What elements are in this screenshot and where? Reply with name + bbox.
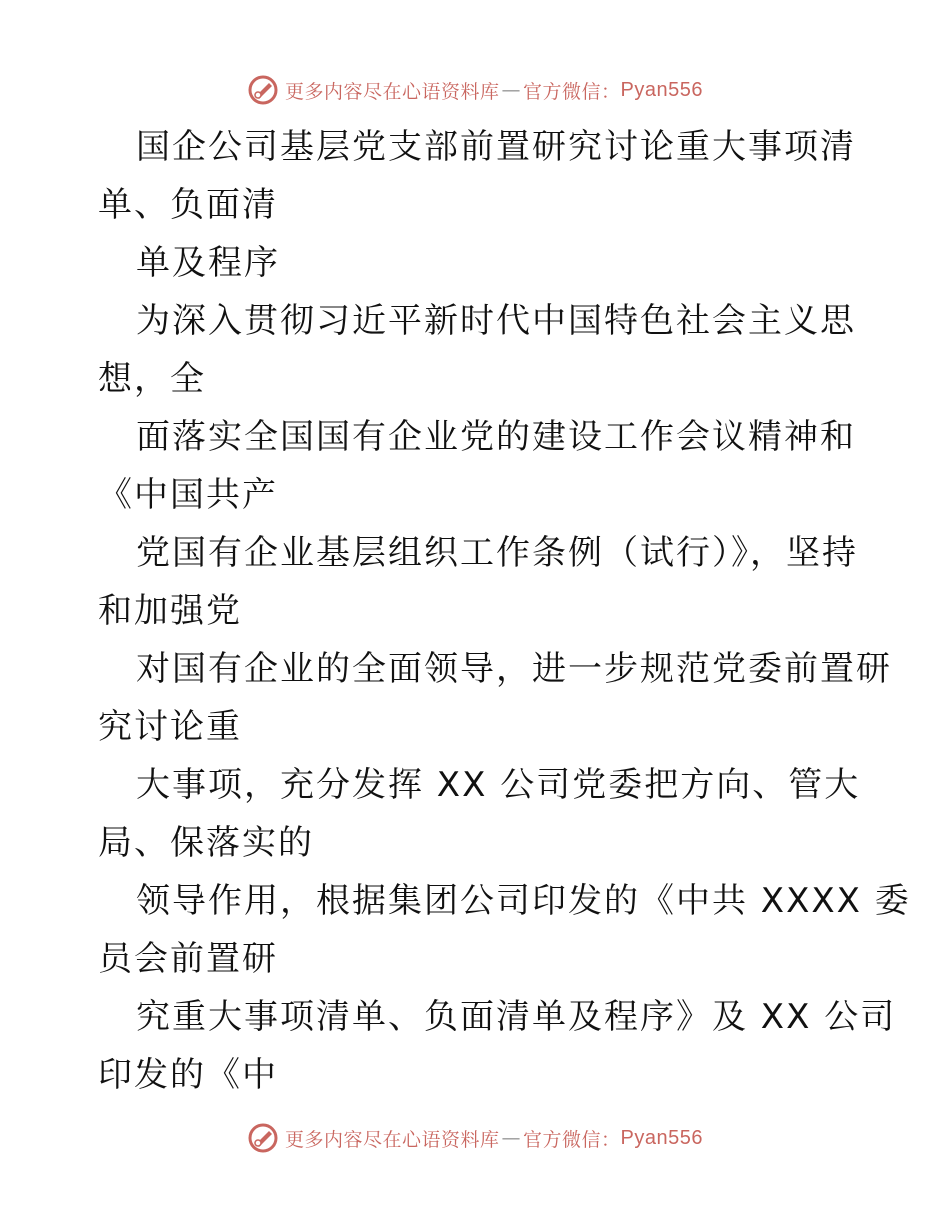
brand-logo-icon [247,1122,279,1154]
document-body [98,118,911,1104]
banner-contact-id: Pyan556 [620,1126,703,1149]
document-line: 究重大事项清单、负面清单及程序》及 XX 公司 [136,997,897,1037]
header-banner [0,70,950,110]
document-line: 单、负面清 [98,185,278,225]
document-line: 究讨论重 [98,707,242,747]
document-line: 单及程序 [136,243,280,283]
document-line: 和加强党 [98,591,242,631]
document-line: 为深入贯彻习近平新时代中国特色社会主义思 [136,301,856,341]
banner-contact-label: 官方微信： [523,80,621,103]
document-line: 《中国共产 [98,475,278,515]
document-line: 印发的《中 [98,1055,278,1095]
document-line: 想，全 [98,359,206,399]
footer-banner [0,1118,950,1158]
banner-separator: — [501,79,522,101]
banner-contact-label: 官方微信： [523,1128,621,1151]
brand-logo-icon [247,74,279,106]
document-line: 党国有企业基层组织工作条例（试行）》，坚持 [136,533,858,573]
banner-text: 更多内容尽在心语资料库 [285,80,500,103]
document-line: 局、保落实的 [98,823,314,863]
document-line: 员会前置研 [98,939,278,979]
document-line: 国企公司基层党支部前置研究讨论重大事项清 [136,127,856,167]
document-line: 大事项，充分发挥 XX 公司党委把方向、管大 [136,765,861,805]
document-line: 面落实全国国有企业党的建设工作会议精神和 [136,417,856,457]
banner-text: 更多内容尽在心语资料库 [285,1128,500,1151]
banner-separator: — [501,1127,522,1149]
banner-contact-id: Pyan556 [620,78,703,101]
document-line: 领导作用，根据集团公司印发的《中共 XXXX 委 [136,881,911,921]
document-line: 对国有企业的全面领导，进一步规范党委前置研 [136,649,892,689]
